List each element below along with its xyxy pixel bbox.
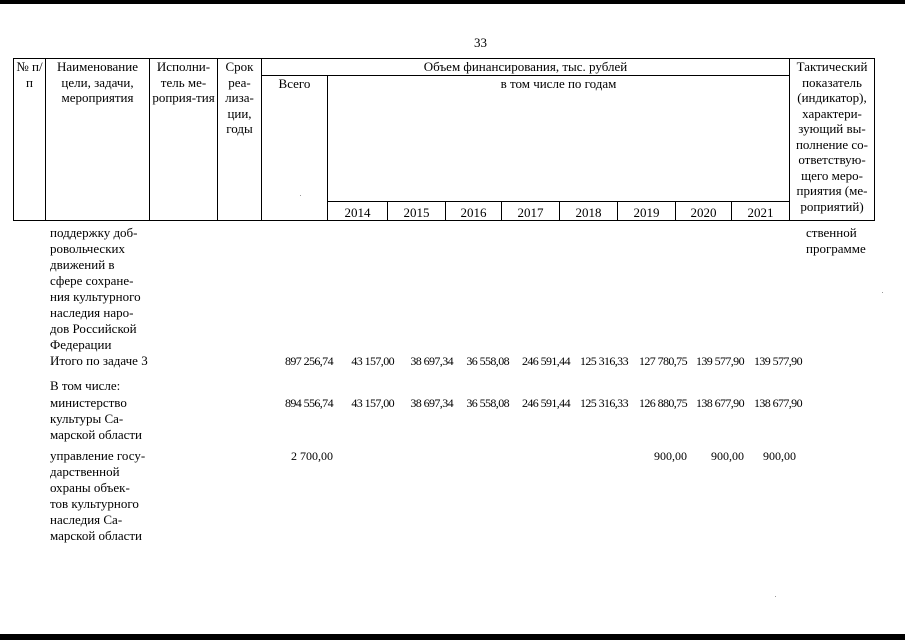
continuation-name-line: поддержку доб- [50,225,138,240]
row-name-line: культуры Са- [50,411,124,426]
total-row-sum: 897 256,74 [284,354,333,368]
row-value: 43 157,00 [351,396,394,410]
col-executor-header: Исполни-тель ме-роприя-тия [150,59,218,221]
col-no-header: № п/п [14,59,46,221]
row-value: 138 677,90 [753,396,802,410]
total-row-value: 125 316,33 [579,354,628,368]
col-total-header: Всего [262,75,328,221]
year-header: 2014 [328,201,388,221]
page-top-edge [0,0,905,4]
col-term-header: Срок реа-лиза-ции, годы [218,59,262,221]
row-value: 138 677,90 [695,396,744,410]
row-sum: 894 556,74 [284,396,333,410]
row-value: 38 697,34 [410,396,453,410]
row-value: 900,00 [763,449,796,463]
row-name-line: министерство [50,395,127,410]
continuation-name-line: движений в [50,257,115,272]
row-sum: 2 700,00 [291,449,333,463]
continuation-name-line: ровольческих [50,241,125,256]
row-name-line: охраны объек- [50,480,130,495]
total-row-value: 38 697,34 [410,354,453,368]
continuation-indicator-line: ственной [806,225,857,240]
year-header: 2016 [446,201,502,221]
row-name-line: наследия Са- [50,512,123,527]
row-name-line: управление госу- [50,448,146,463]
total-row-value: 139 577,90 [695,354,744,368]
total-row-value: 36 558,08 [466,354,509,368]
continuation-name-line: ния культурного [50,289,141,304]
year-header: 2017 [502,201,560,221]
total-row-value: 139 577,90 [753,354,802,368]
page-bottom-edge [0,634,905,640]
row-name-line: марской области [50,427,142,442]
col-financing-header: Объем финансирования, тыс. рублей [262,59,790,76]
row-value: 126 880,75 [638,396,687,410]
continuation-name-line: сфере сохране- [50,273,134,288]
total-row-value: 127 780,75 [638,354,687,368]
row-name-line: дарственной [50,464,120,479]
col-indicator-header: Тактический показатель (индикатор), характери-зующий вы-полнение со-ответствую-щего меро-приятия (ме-роприятий) [790,59,875,221]
row-name-line: марской области [50,528,142,543]
continuation-indicator-line: программе [806,241,866,256]
col-years-group-header: в том числе по годам [328,75,790,201]
year-header: 2019 [618,201,676,221]
row-value: 125 316,33 [579,396,628,410]
year-header: 2018 [560,201,618,221]
total-row-value: 246 591,44 [521,354,570,368]
page-number: 33 [474,35,487,50]
year-header: 2015 [388,201,446,221]
col-name-header: Наименование цели, задачи, мероприятия [46,59,150,221]
scan-speck [300,195,301,196]
row-name-line: тов культурного [50,496,139,511]
total-row-value: 43 157,00 [351,354,394,368]
continuation-name-line: Федерации [50,337,112,352]
year-header: 2021 [732,201,790,221]
row-value: 900,00 [711,449,744,463]
header-table [13,58,875,221]
scan-speck [882,292,883,293]
row-value: 900,00 [654,449,687,463]
continuation-name-line: наследия наро- [50,305,134,320]
continuation-name-line: дов Российской [50,321,137,336]
including-label: В том числе: [50,378,121,393]
scan-speck [775,596,776,597]
year-header: 2020 [676,201,732,221]
row-value: 246 591,44 [521,396,570,410]
row-value: 36 558,08 [466,396,509,410]
total-row-label: Итого по задаче 3 [50,353,148,368]
